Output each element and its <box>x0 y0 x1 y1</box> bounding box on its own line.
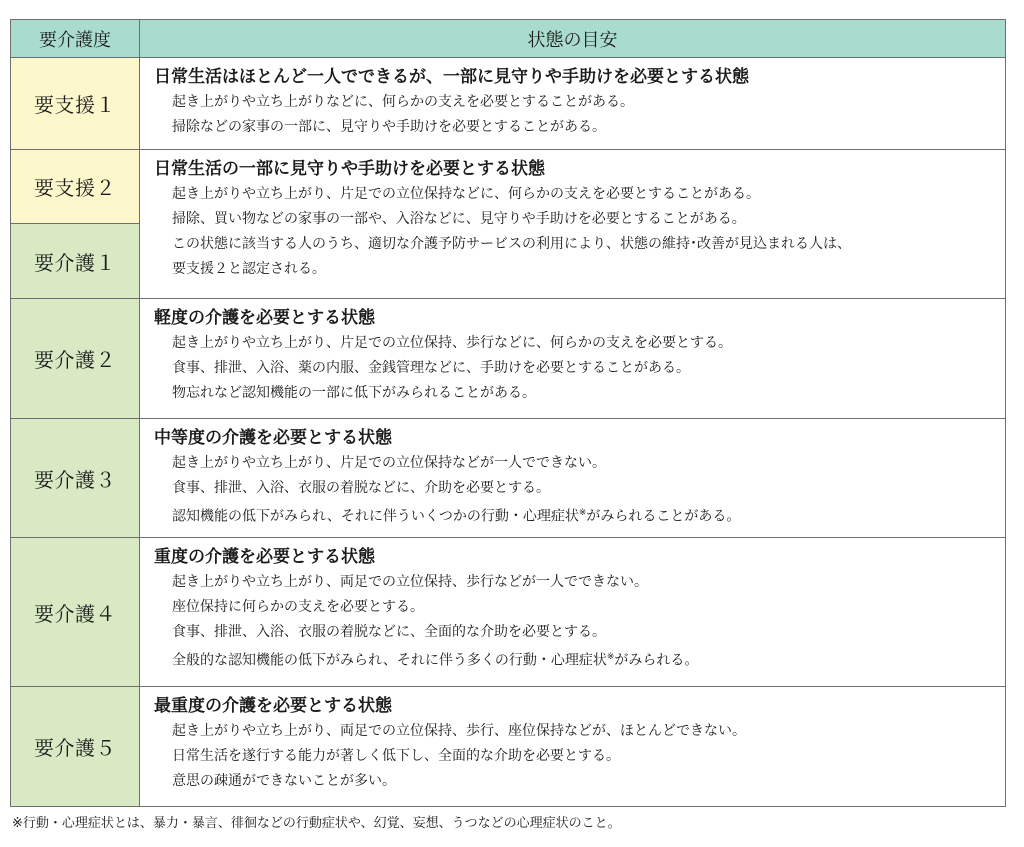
level-cell-care-1: 要介護１ <box>11 224 140 299</box>
header-state: 状態の目安 <box>140 20 1006 58</box>
desc-title: 日常生活はほとんど一人でできるが、一部に見守りや手助けを必要とする状態 <box>154 67 749 87</box>
desc-line: 起き上がりや立ち上がり、片足での立位保持、歩行などに、何らかの支えを必要とする。 <box>172 335 732 351</box>
table-header-row <box>11 20 1006 58</box>
level-cell-care-4: 要介護４ <box>11 538 140 687</box>
desc-line: 座位保持に何らかの支えを必要とする。 <box>172 599 424 615</box>
table-row <box>11 419 1006 538</box>
desc-line <box>140 501 1005 530</box>
header-level: 要介護度 <box>11 20 140 58</box>
desc-line <box>140 645 1005 674</box>
desc-title: 中等度の介護を必要とする状態 <box>154 428 392 448</box>
table-row <box>11 58 1006 150</box>
table-row <box>11 299 1006 419</box>
desc-cell-support-2-care-1 <box>140 150 1006 299</box>
footnote: ※行動・心理症状とは、暴力・暴言、徘徊などの行動症状や、幻覚、妄想、うつなどの心理症状のこと。 <box>12 816 621 831</box>
level-cell-support-2: 要支援２ <box>11 150 140 224</box>
desc-line: 掃除などの家事の一部に、見守りや手助けを必要とすることがある。 <box>172 119 606 135</box>
desc-line: 要支援２と認定される。 <box>172 261 326 277</box>
desc-line: 起き上がりや立ち上がり、両足での立位保持、歩行などが一人でできない。 <box>172 574 648 590</box>
desc-cell-care-5 <box>140 687 1006 807</box>
desc-cell-care-2 <box>140 299 1006 419</box>
desc-line: 物忘れなど認知機能の一部に低下がみられることがある。 <box>172 385 536 401</box>
level-cell-care-5: 要介護５ <box>11 687 140 807</box>
desc-line: 日常生活を遂行する能力が著しく低下し、全面的な介助を必要とする。 <box>172 748 620 764</box>
table-row <box>11 538 1006 687</box>
desc-line: 食事、排泄、入浴、衣服の着脱などに、全面的な介助を必要とする。 <box>172 624 606 640</box>
level-cell-care-3: 要介護３ <box>11 419 140 538</box>
footnote-mark: ※ <box>578 508 587 518</box>
desc-title: 最重度の介護を必要とする状態 <box>154 696 392 716</box>
table-row <box>11 150 1006 224</box>
desc-line: 起き上がりや立ち上がり、片足での立位保持などに、何らかの支えを必要とすることがある。 <box>172 186 760 202</box>
table-row <box>11 687 1006 807</box>
care-level-table <box>10 19 1006 807</box>
desc-cell-care-3 <box>140 419 1006 538</box>
note-line-text: がみられる。 <box>614 652 699 669</box>
desc-cell-care-4 <box>140 538 1006 687</box>
desc-line: 食事、排泄、入浴、薬の内服、金銭管理などに、手助けを必要とすることがある。 <box>172 360 690 376</box>
desc-line: 意思の疎通ができないことが多い。 <box>172 773 396 789</box>
desc-line: 掃除、買い物などの家事の一部や、入浴などに、見守りや手助けを必要とすることがある。 <box>172 211 746 227</box>
note-line-text: 認知機能の低下がみられ、それに伴ういくつかの行動・心理症状 <box>172 508 579 525</box>
note-line-text: がみられることがある。 <box>586 508 741 525</box>
desc-line: 起き上がりや立ち上がり、片足での立位保持などが一人でできない。 <box>172 455 606 471</box>
desc-line: 起き上がりや立ち上がり、両足での立位保持、歩行、座位保持などが、ほとんどできない。 <box>172 723 746 739</box>
desc-cell-support-1 <box>140 58 1006 150</box>
desc-line: この状態に該当する人のうち、適切な介護予防サービスの利用により、状態の維持･改善が見込まれる人は、 <box>172 236 851 252</box>
level-cell-support-1: 要支援１ <box>11 58 140 150</box>
desc-line: 起き上がりや立ち上がりなどに、何らかの支えを必要とすることがある。 <box>172 94 634 110</box>
desc-line: 食事、排泄、入浴、衣服の着脱などに、介助を必要とする。 <box>172 480 550 496</box>
desc-title: 日常生活の一部に見守りや手助けを必要とする状態 <box>154 159 545 179</box>
desc-title: 軽度の介護を必要とする状態 <box>154 308 375 328</box>
footnote-mark: ※ <box>606 652 615 662</box>
level-cell-care-2: 要介護２ <box>11 299 140 419</box>
note-line-text: 全般的な認知機能の低下がみられ、それに伴う多くの行動・心理症状 <box>172 652 607 669</box>
desc-title: 重度の介護を必要とする状態 <box>154 547 375 567</box>
